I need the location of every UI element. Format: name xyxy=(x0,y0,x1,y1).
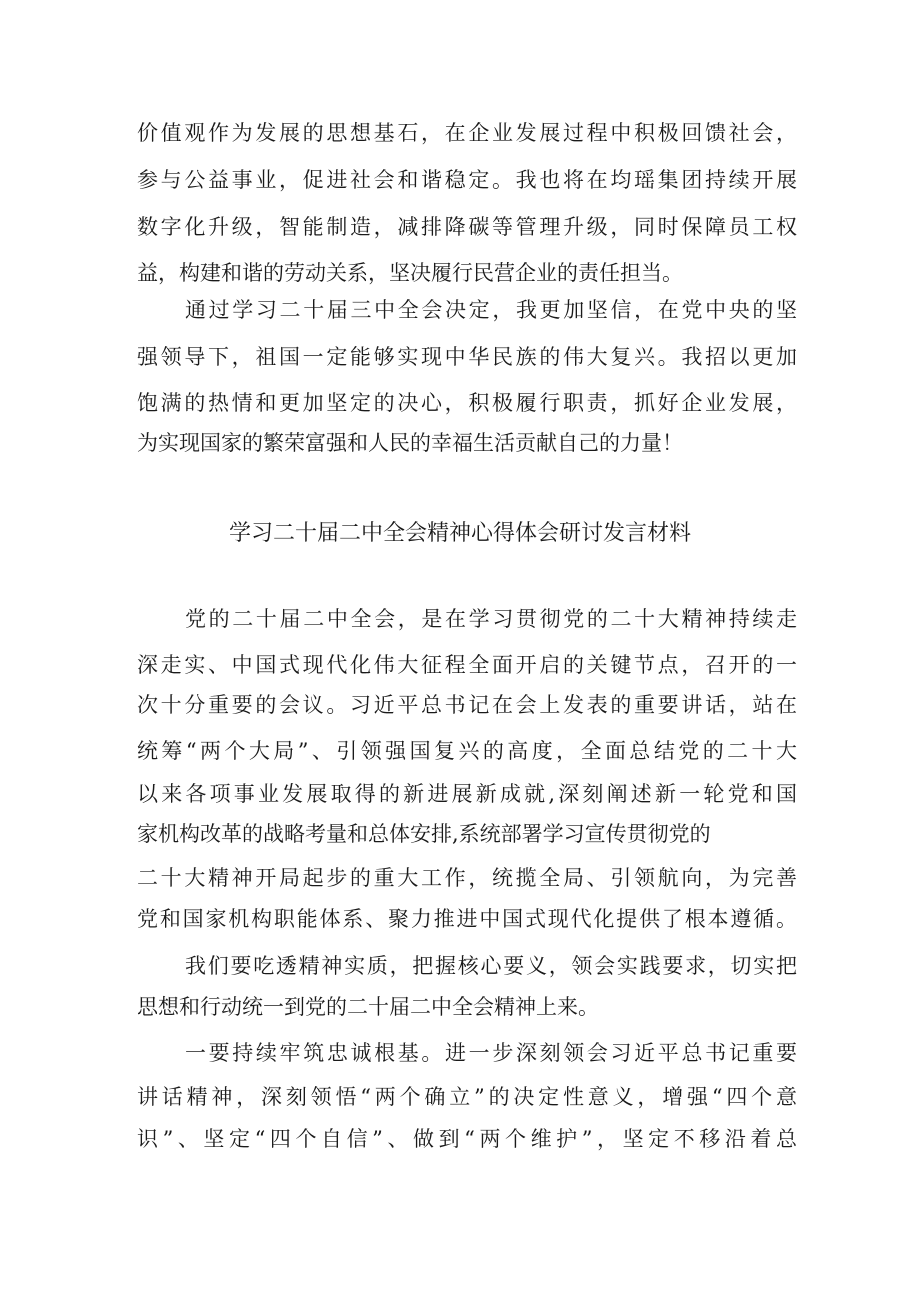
paragraph-line: 思想和行动统一到党的二十届二中全会精神上来。 xyxy=(137,995,599,1019)
paragraph-line: 数字化升级，智能制造，减排降碳等管理升级，同时保障员工权 xyxy=(137,215,797,239)
paragraph-line: 识”、坚定“四个自信”、做到“两个维护”，坚定不移沿着总 xyxy=(137,1127,797,1151)
paragraph-line: 二十大精神开局起步的重大工作，统揽全局、引领航向，为完善 xyxy=(137,866,797,890)
paragraph-line: 为实现国家的繁荣富强和人民的幸福生活贡献自己的力量！ xyxy=(137,431,683,455)
paragraph-line: 次十分重要的会议。习近平总书记在会上发表的重要讲话，站在 xyxy=(137,693,797,717)
paragraph-line: 益，构建和谐的劳动关系，坚决履行民营企业的责任担当。 xyxy=(137,261,683,285)
paragraph-line: 讲话精神，深刻领悟“两个确立”的决定性意义，增强“四个意 xyxy=(137,1085,797,1109)
paragraph-line: 通过学习二十届三中全会决定，我更加坚信，在党中央的坚 xyxy=(185,298,797,322)
paragraph-line: 家机构改革的战略考量和总体安排,系统部署学习宣传贯彻党的 xyxy=(137,822,711,846)
paragraph-line: 党的二十届二中全会，是在学习贯彻党的二十大精神持续走 xyxy=(185,607,797,631)
paragraph-line: 参与公益事业，促进社会和谐稳定。我也将在均瑶集团持续开展 xyxy=(137,168,797,192)
section-title: 学习二十届二中全会精神心得体会研讨发言材料 xyxy=(228,521,691,546)
paragraph-line: 价值观作为发展的思想基石，在企业发展过程中积极回馈社会， xyxy=(137,121,797,145)
paragraph-line: 党和国家机构职能体系、聚力推进中国式现代化提供了根本遵循。 xyxy=(137,907,797,931)
paragraph-line: 深走实、中国式现代化伟大征程全面开启的关键节点，召开的一 xyxy=(137,653,797,677)
paragraph-line: 一要持续牢筑忠诚根基。进一步深刻领会习近平总书记重要 xyxy=(185,1041,797,1065)
paragraph-line: 我们要吃透精神实质，把握核心要义，领会实践要求，切实把 xyxy=(185,954,797,978)
paragraph-line: 强领导下，祖国一定能够实现中华民族的伟大复兴。我招以更加 xyxy=(137,345,797,369)
paragraph-line: 统筹“两个大局”、引领强国复兴的高度，全面总结党的二十大 xyxy=(137,739,797,763)
paragraph-line: 饱满的热情和更加坚定的决心，积极履行职责，抓好企业发展， xyxy=(137,391,797,415)
paragraph-line: 以来各项事业发展取得的新进展新成就,深刻阐述新一轮党和国 xyxy=(137,782,797,806)
